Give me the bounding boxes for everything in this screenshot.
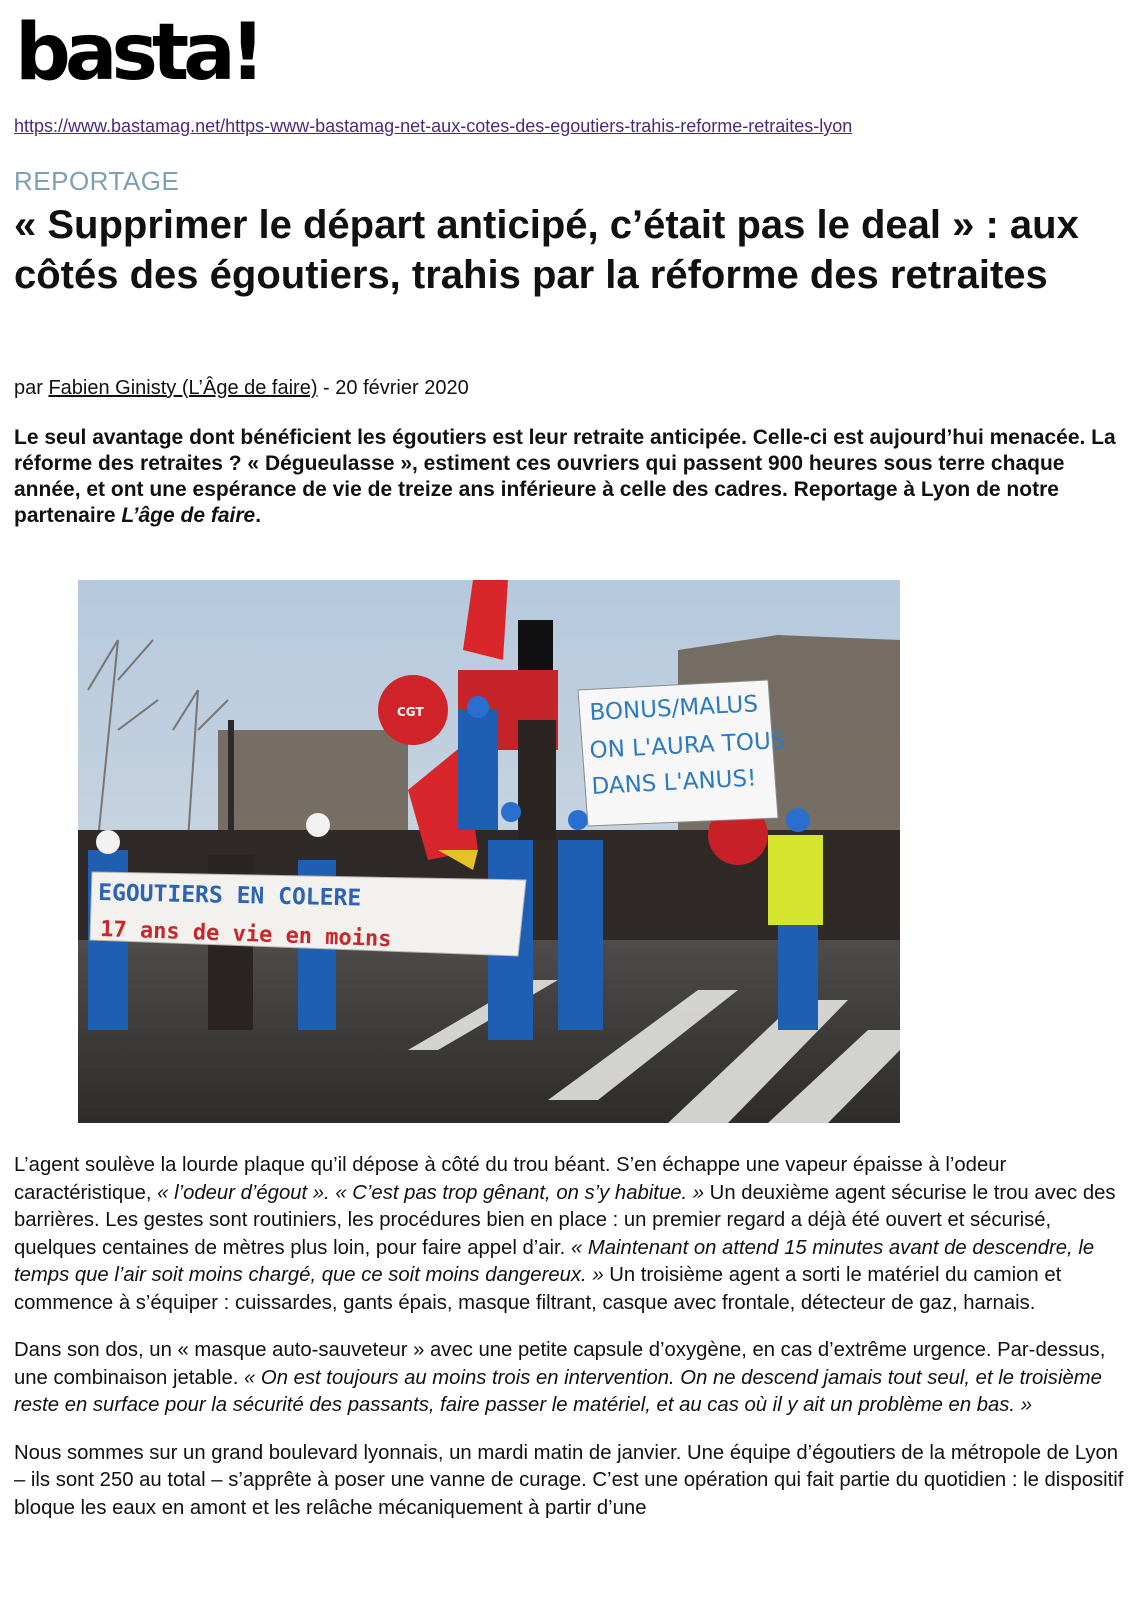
banner-line2: 17 ans de vie en moins [99,917,392,953]
lead-partner-name: L’âge de faire [121,504,256,527]
article-url-link[interactable]: https://www.bastamag.net/https-www-bastamag-net-aux-cotes-des-egoutiers-trahis-reforme-retraites-lyon [14,116,853,136]
article-lead [14,425,1124,529]
p1-quote-b: « C’est pas trop gênant, on s’y habitue. » [335,1181,705,1204]
sign-line1: BONUS/MALUS [588,691,759,726]
paragraph-1 [14,1152,1134,1317]
sign-line3: DANS L'ANUS! [590,765,757,800]
p2-text: Dans son dos, un « masque auto-sauveteur » avec une petite capsule d’oxygène, en cas d’extrême urgence. Par-dessus, une combinaison jetable. [14,1339,1106,1389]
article-body [14,1152,1134,1542]
article-byline [14,377,469,400]
p2-quote: « On est toujours au moins trois en intervention. On ne descend jamais tout seul, et le troisième reste en surface pour la sécurité des passants, faire passer le matériel, et au cas où il y ait un problème en bas. » [14,1366,1102,1416]
byline-prefix: par [14,377,49,399]
sign-line2: ON L'AURA TOUS [588,727,787,764]
lead-end: . [255,504,262,527]
article-photo [78,580,900,1123]
article-title: « Supprimer le départ anticipé, c’était pas le deal » : aux côtés des égoutiers, trahis par la réforme des retraites [14,203,1079,297]
banner-line1: EGOUTIERS EN COLERE [97,880,362,912]
site-logo[interactable]: basta! [15,8,260,98]
p1-quote-a: « l’odeur d’égout ». [157,1181,330,1204]
p1-text-a: L’agent soulève la lourde plaque qu’il dépose à côté du trou béant. S’en échappe une vapeur épaisse à l’odeur caractéristique, [14,1154,1007,1204]
cgt-flag-text: CGT [397,705,424,719]
paragraph-2 [14,1337,1134,1420]
article-rubric: REPORTAGE [14,166,180,196]
p1-text-c: Un troisième agent a sorti le matériel du camion et commence à s’équiper : cuissardes, gants épais, masque filtrant, casque avec frontale, détecteur de gaz, harnais. [14,1264,1062,1314]
p1-quote-c: « Maintenant on attend 15 minutes avant de descendre, le temps que l’air soit moins chargé, que ce soit moins dangereux. » [14,1236,1095,1286]
protest-sign [578,680,786,826]
author-link[interactable]: Fabien Ginisty (L’Âge de faire) [48,377,318,399]
lead-text: Le seul avantage dont bénéficient les égoutiers est leur retraite anticipée. Celle-ci est aujourd’hui menacée. La réforme des retraites ? « Dégueulasse », estiment ces ouvriers qui passent 900 heures sous terre chaque année, et ont une espérance de vie de treize ans inférieure à celle des cadres. Reportage à Lyon de notre partenaire [14,426,1116,527]
paragraph-3: Nous sommes sur un grand boulevard lyonnais, un mardi matin de janvier. Une équipe d’égoutiers de la métropole de Lyon – ils sont 250 au total – s’apprête à poser une vanne de curage. C’est une opération qui fait partie du quotidien : le dispositif bloque les eaux en amont et les relâche mécaniquement à partir d’une [14,1441,1124,1519]
article-date: - 20 février 2020 [317,377,469,399]
p1-text-b: Un deuxième agent sécurise le trou avec des barrières. Les gestes sont routiniers, les procédures bien en place : un premier regard a déjà été ouvert et sécurisé, quelques centaines de mètres plus loin, pour faire appel d’air. [14,1181,1116,1259]
protest-banner [90,872,526,956]
